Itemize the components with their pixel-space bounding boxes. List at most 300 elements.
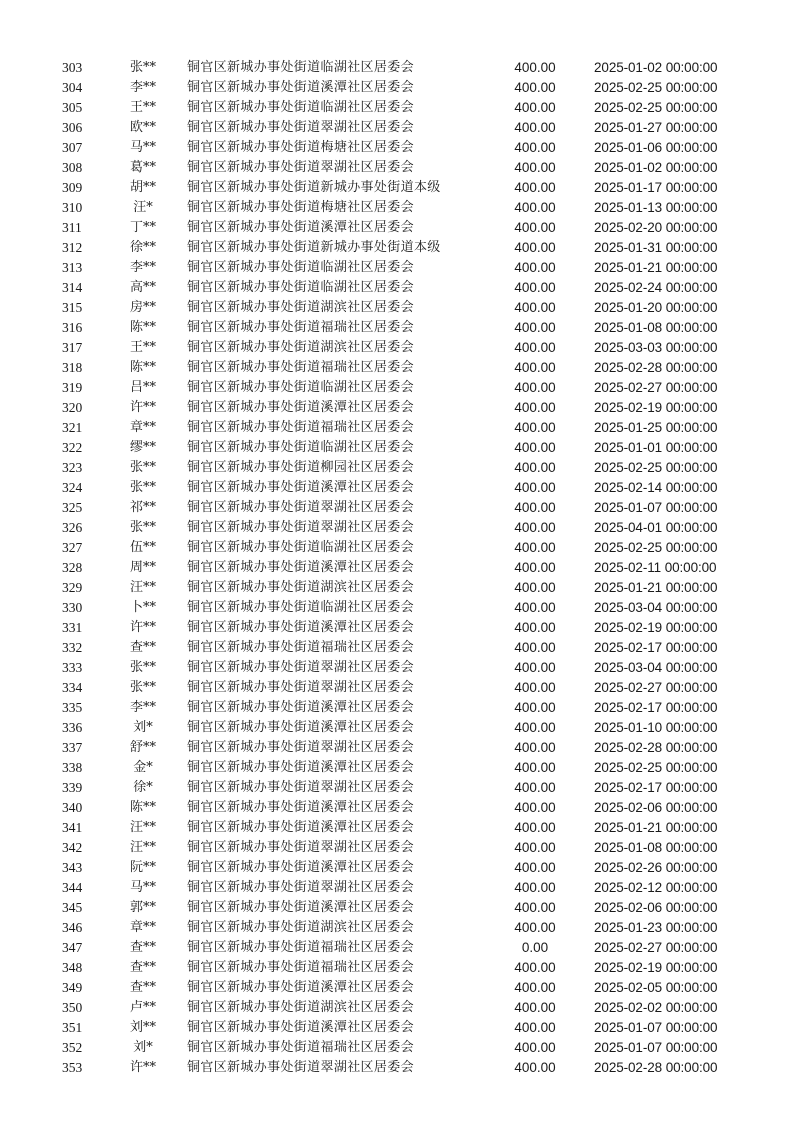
table-row [0, 258, 793, 278]
organization: 铜官区新城办事处街道临湖社区居委会 [187, 600, 414, 615]
table-row [0, 838, 793, 858]
row-number: 344 [62, 880, 83, 895]
date: 2025-02-17 00:00:00 [594, 780, 718, 795]
person-name: 刘* [133, 720, 153, 735]
table-row [0, 738, 793, 758]
row-number: 335 [62, 700, 83, 715]
amount: 400.00 [514, 1000, 556, 1015]
table-row [0, 278, 793, 298]
table-row [0, 58, 793, 78]
date: 2025-03-04 00:00:00 [594, 660, 718, 675]
date: 2025-02-12 00:00:00 [594, 880, 718, 895]
person-name: 缪** [129, 440, 156, 455]
table-row [0, 418, 793, 438]
amount: 400.00 [514, 960, 556, 975]
table-row [0, 878, 793, 898]
row-number: 321 [62, 420, 83, 435]
date: 2025-02-17 00:00:00 [594, 640, 718, 655]
organization: 铜官区新城办事处街道溪潭社区居委会 [187, 1020, 414, 1035]
amount: 400.00 [514, 540, 556, 555]
row-number: 350 [62, 1000, 83, 1015]
date: 2025-01-08 00:00:00 [594, 320, 718, 335]
organization: 铜官区新城办事处街道湖滨社区居委会 [187, 580, 414, 595]
table-row [0, 798, 793, 818]
row-number: 339 [62, 780, 83, 795]
organization: 铜官区新城办事处街道溪潭社区居委会 [187, 220, 414, 235]
date: 2025-02-20 00:00:00 [594, 220, 718, 235]
organization: 铜官区新城办事处街道溪潭社区居委会 [187, 900, 414, 915]
person-name: 汪** [129, 820, 156, 835]
table-row [0, 98, 793, 118]
amount: 400.00 [514, 440, 556, 455]
row-number: 329 [62, 580, 83, 595]
amount: 400.00 [514, 180, 556, 195]
amount: 400.00 [514, 280, 556, 295]
organization: 铜官区新城办事处街道临湖社区居委会 [187, 60, 414, 75]
row-number: 308 [62, 160, 83, 175]
date: 2025-01-06 00:00:00 [594, 140, 718, 155]
amount: 400.00 [514, 740, 556, 755]
row-number: 324 [62, 480, 83, 495]
row-number: 319 [62, 380, 83, 395]
person-name: 葛** [129, 160, 156, 175]
amount: 400.00 [514, 860, 556, 875]
amount: 400.00 [514, 420, 556, 435]
organization: 铜官区新城办事处街道翠湖社区居委会 [187, 840, 414, 855]
row-number: 340 [62, 800, 83, 815]
organization: 铜官区新城办事处街道翠湖社区居委会 [187, 880, 414, 895]
amount: 400.00 [514, 880, 556, 895]
row-number: 342 [62, 840, 83, 855]
person-name: 查** [129, 940, 156, 955]
row-number: 338 [62, 760, 83, 775]
amount: 400.00 [514, 380, 556, 395]
amount: 400.00 [514, 100, 556, 115]
organization: 铜官区新城办事处街道湖滨社区居委会 [187, 920, 414, 935]
person-name: 张** [129, 680, 156, 695]
row-number: 349 [62, 980, 83, 995]
organization: 铜官区新城办事处街道溪潭社区居委会 [187, 720, 414, 735]
table-row [0, 578, 793, 598]
table-row [0, 558, 793, 578]
person-name: 张** [129, 660, 156, 675]
person-name: 李** [129, 700, 156, 715]
amount: 400.00 [514, 600, 556, 615]
date: 2025-02-05 00:00:00 [594, 980, 718, 995]
date: 2025-02-19 00:00:00 [594, 400, 718, 415]
table-row [0, 338, 793, 358]
organization: 铜官区新城办事处街道福瑞社区居委会 [187, 420, 414, 435]
row-number: 336 [62, 720, 83, 735]
amount: 400.00 [514, 1060, 556, 1075]
amount: 400.00 [514, 260, 556, 275]
organization: 铜官区新城办事处街道翠湖社区居委会 [187, 660, 414, 675]
row-number: 318 [62, 360, 83, 375]
organization: 铜官区新城办事处街道柳园社区居委会 [187, 460, 414, 475]
person-name: 金* [133, 760, 153, 775]
row-number: 347 [62, 940, 83, 955]
organization: 铜官区新城办事处街道溪潭社区居委会 [187, 760, 414, 775]
person-name: 祁** [129, 500, 156, 515]
row-number: 304 [62, 80, 83, 95]
amount: 400.00 [514, 200, 556, 215]
row-number: 325 [62, 500, 83, 515]
row-number: 337 [62, 740, 83, 755]
date: 2025-01-10 00:00:00 [594, 720, 718, 735]
person-name: 丁** [129, 220, 156, 235]
row-number: 334 [62, 680, 83, 695]
person-name: 汪* [133, 200, 153, 215]
amount: 400.00 [514, 320, 556, 335]
person-name: 徐** [129, 240, 156, 255]
organization: 铜官区新城办事处街道翠湖社区居委会 [187, 740, 414, 755]
amount: 400.00 [514, 900, 556, 915]
row-number: 331 [62, 620, 83, 635]
person-name: 卜** [129, 600, 156, 615]
organization: 铜官区新城办事处街道湖滨社区居委会 [187, 1000, 414, 1015]
table-row [0, 358, 793, 378]
row-number: 333 [62, 660, 83, 675]
table-row [0, 718, 793, 738]
amount: 400.00 [514, 700, 556, 715]
date: 2025-01-21 00:00:00 [594, 820, 718, 835]
row-number: 352 [62, 1040, 83, 1055]
table-row [0, 658, 793, 678]
organization: 铜官区新城办事处街道梅塘社区居委会 [187, 200, 414, 215]
organization: 铜官区新城办事处街道福瑞社区居委会 [187, 1040, 414, 1055]
date: 2025-02-27 00:00:00 [594, 940, 718, 955]
organization: 铜官区新城办事处街道溪潭社区居委会 [187, 860, 414, 875]
amount: 400.00 [514, 840, 556, 855]
person-name: 陈** [129, 800, 156, 815]
table-row [0, 818, 793, 838]
amount: 0.00 [521, 940, 549, 955]
date: 2025-01-08 00:00:00 [594, 840, 718, 855]
date: 2025-02-25 00:00:00 [594, 100, 718, 115]
row-number: 320 [62, 400, 83, 415]
table-row [0, 778, 793, 798]
date: 2025-01-07 00:00:00 [594, 1020, 718, 1035]
organization: 铜官区新城办事处街道溪潭社区居委会 [187, 980, 414, 995]
person-name: 刘** [129, 1020, 156, 1035]
row-number: 311 [62, 220, 82, 235]
organization: 铜官区新城办事处街道溪潭社区居委会 [187, 700, 414, 715]
person-name: 张** [129, 60, 156, 75]
date: 2025-02-19 00:00:00 [594, 620, 718, 635]
person-name: 张** [129, 520, 156, 535]
organization: 铜官区新城办事处街道翠湖社区居委会 [187, 500, 414, 515]
row-number: 323 [62, 460, 83, 475]
amount: 400.00 [514, 240, 556, 255]
person-name: 章** [129, 920, 156, 935]
date: 2025-02-25 00:00:00 [594, 540, 718, 555]
organization: 铜官区新城办事处街道翠湖社区居委会 [187, 160, 414, 175]
table-row [0, 938, 793, 958]
person-name: 许** [129, 400, 156, 415]
date: 2025-02-27 00:00:00 [594, 380, 718, 395]
person-name: 陈** [129, 320, 156, 335]
row-number: 327 [62, 540, 83, 555]
organization: 铜官区新城办事处街道临湖社区居委会 [187, 540, 414, 555]
person-name: 李** [129, 80, 156, 95]
row-number: 306 [62, 120, 83, 135]
date: 2025-02-27 00:00:00 [594, 680, 718, 695]
row-number: 341 [62, 820, 83, 835]
person-name: 陈** [129, 360, 156, 375]
amount: 400.00 [514, 160, 556, 175]
amount: 400.00 [514, 460, 556, 475]
person-name: 王** [129, 340, 156, 355]
table-row [0, 438, 793, 458]
person-name: 周** [129, 560, 156, 575]
person-name: 吕** [129, 380, 156, 395]
table-row [0, 298, 793, 318]
organization: 铜官区新城办事处街道福瑞社区居委会 [187, 360, 414, 375]
table-row [0, 498, 793, 518]
date: 2025-02-14 00:00:00 [594, 480, 718, 495]
organization: 铜官区新城办事处街道翠湖社区居委会 [187, 1060, 414, 1075]
person-name: 汪** [129, 580, 156, 595]
row-number: 345 [62, 900, 83, 915]
table-row [0, 758, 793, 778]
row-number: 351 [62, 1020, 83, 1035]
row-number: 315 [62, 300, 83, 315]
table-row [0, 178, 793, 198]
row-number: 314 [62, 280, 83, 295]
person-name: 章** [129, 420, 156, 435]
organization: 铜官区新城办事处街道溪潭社区居委会 [187, 620, 414, 635]
person-name: 张** [129, 480, 156, 495]
amount: 400.00 [514, 220, 556, 235]
person-name: 王** [129, 100, 156, 115]
row-number: 326 [62, 520, 83, 535]
row-number: 312 [62, 240, 83, 255]
person-name: 张** [129, 460, 156, 475]
person-name: 刘* [133, 1040, 153, 1055]
table-row [0, 318, 793, 338]
organization: 铜官区新城办事处街道临湖社区居委会 [187, 380, 414, 395]
row-number: 348 [62, 960, 83, 975]
table-row [0, 638, 793, 658]
date: 2025-01-20 00:00:00 [594, 300, 718, 315]
date: 2025-01-25 00:00:00 [594, 420, 718, 435]
row-number: 307 [62, 140, 83, 155]
date: 2025-02-19 00:00:00 [594, 960, 718, 975]
table-row [0, 918, 793, 938]
table-row [0, 518, 793, 538]
person-name: 马** [129, 880, 156, 895]
amount: 400.00 [514, 560, 556, 575]
amount: 400.00 [514, 800, 556, 815]
date: 2025-01-02 00:00:00 [594, 160, 718, 175]
organization: 铜官区新城办事处街道溪潭社区居委会 [187, 820, 414, 835]
table-row [0, 218, 793, 238]
amount: 400.00 [514, 400, 556, 415]
row-number: 305 [62, 100, 83, 115]
table-row [0, 538, 793, 558]
date: 2025-01-31 00:00:00 [594, 240, 718, 255]
amount: 400.00 [514, 820, 556, 835]
organization: 铜官区新城办事处街道福瑞社区居委会 [187, 940, 414, 955]
person-name: 伍** [129, 540, 156, 555]
date: 2025-02-02 00:00:00 [594, 1000, 718, 1015]
table-row [0, 118, 793, 138]
person-name: 舒** [129, 740, 156, 755]
date: 2025-01-23 00:00:00 [594, 920, 718, 935]
person-name: 查** [129, 960, 156, 975]
amount: 400.00 [514, 340, 556, 355]
date: 2025-02-06 00:00:00 [594, 900, 718, 915]
person-name: 房** [129, 300, 156, 315]
date: 2025-02-26 00:00:00 [594, 860, 718, 875]
amount: 400.00 [514, 140, 556, 155]
table-row [0, 398, 793, 418]
amount: 400.00 [514, 80, 556, 95]
amount: 400.00 [514, 60, 556, 75]
person-name: 卢** [129, 1000, 156, 1015]
organization: 铜官区新城办事处街道湖滨社区居委会 [187, 300, 414, 315]
person-name: 许** [129, 620, 156, 635]
amount: 400.00 [514, 1040, 556, 1055]
person-name: 胡** [129, 180, 156, 195]
table-row [0, 678, 793, 698]
amount: 400.00 [514, 500, 556, 515]
date: 2025-01-13 00:00:00 [594, 200, 718, 215]
amount: 400.00 [514, 680, 556, 695]
table-row [0, 458, 793, 478]
date: 2025-02-06 00:00:00 [594, 800, 718, 815]
table-row [0, 198, 793, 218]
row-number: 343 [62, 860, 83, 875]
date: 2025-04-01 00:00:00 [594, 520, 718, 535]
organization: 铜官区新城办事处街道溪潭社区居委会 [187, 400, 414, 415]
date: 2025-01-02 00:00:00 [594, 60, 718, 75]
amount: 400.00 [514, 720, 556, 735]
table-row [0, 598, 793, 618]
date: 2025-02-28 00:00:00 [594, 1060, 718, 1075]
date: 2025-01-21 00:00:00 [594, 260, 718, 275]
organization: 铜官区新城办事处街道临湖社区居委会 [187, 100, 414, 115]
table-row [0, 1038, 793, 1058]
organization: 铜官区新城办事处街道临湖社区居委会 [187, 280, 414, 295]
amount: 400.00 [514, 360, 556, 375]
date: 2025-01-01 00:00:00 [594, 440, 718, 455]
date: 2025-01-27 00:00:00 [594, 120, 718, 135]
date: 2025-03-04 00:00:00 [594, 600, 718, 615]
amount: 400.00 [514, 120, 556, 135]
person-name: 徐* [133, 780, 153, 795]
row-number: 313 [62, 260, 83, 275]
amount: 400.00 [514, 520, 556, 535]
table-row [0, 78, 793, 98]
organization: 铜官区新城办事处街道新城办事处街道本级 [187, 240, 441, 255]
organization: 铜官区新城办事处街道溪潭社区居委会 [187, 480, 414, 495]
amount: 400.00 [514, 640, 556, 655]
person-name: 阮** [129, 860, 156, 875]
amount: 400.00 [514, 620, 556, 635]
organization: 铜官区新城办事处街道翠湖社区居委会 [187, 120, 414, 135]
person-name: 马** [129, 140, 156, 155]
organization: 铜官区新城办事处街道福瑞社区居委会 [187, 640, 414, 655]
person-name: 欧** [129, 120, 156, 135]
row-number: 303 [62, 60, 83, 75]
amount: 400.00 [514, 660, 556, 675]
person-name: 高** [129, 280, 156, 295]
organization: 铜官区新城办事处街道新城办事处街道本级 [187, 180, 441, 195]
table-row [0, 978, 793, 998]
date: 2025-01-07 00:00:00 [594, 500, 718, 515]
organization: 铜官区新城办事处街道福瑞社区居委会 [187, 960, 414, 975]
person-name: 查** [129, 980, 156, 995]
date: 2025-01-07 00:00:00 [594, 1040, 718, 1055]
organization: 铜官区新城办事处街道梅塘社区居委会 [187, 140, 414, 155]
organization: 铜官区新城办事处街道溪潭社区居委会 [187, 80, 414, 95]
date: 2025-02-28 00:00:00 [594, 740, 718, 755]
row-number: 317 [62, 340, 83, 355]
organization: 铜官区新城办事处街道湖滨社区居委会 [187, 340, 414, 355]
date: 2025-02-28 00:00:00 [594, 360, 718, 375]
organization: 铜官区新城办事处街道福瑞社区居委会 [187, 320, 414, 335]
table-row [0, 238, 793, 258]
date: 2025-01-21 00:00:00 [594, 580, 718, 595]
row-number: 322 [62, 440, 83, 455]
date: 2025-01-17 00:00:00 [594, 180, 718, 195]
organization: 铜官区新城办事处街道溪潭社区居委会 [187, 560, 414, 575]
organization: 铜官区新城办事处街道临湖社区居委会 [187, 260, 414, 275]
row-number: 332 [62, 640, 83, 655]
amount: 400.00 [514, 300, 556, 315]
row-number: 310 [62, 200, 83, 215]
table-row [0, 158, 793, 178]
amount: 400.00 [514, 920, 556, 935]
row-number: 309 [62, 180, 83, 195]
row-number: 316 [62, 320, 83, 335]
date: 2025-02-25 00:00:00 [594, 80, 718, 95]
table-row [0, 898, 793, 918]
row-number: 353 [62, 1060, 83, 1075]
date: 2025-02-11 00:00:00 [594, 560, 717, 575]
table-row [0, 138, 793, 158]
amount: 400.00 [514, 580, 556, 595]
table-row [0, 998, 793, 1018]
table-row [0, 858, 793, 878]
records-table [0, 58, 793, 1078]
date: 2025-02-24 00:00:00 [594, 280, 718, 295]
date: 2025-02-17 00:00:00 [594, 700, 718, 715]
person-name: 李** [129, 260, 156, 275]
date: 2025-03-03 00:00:00 [594, 340, 718, 355]
row-number: 328 [62, 560, 83, 575]
amount: 400.00 [514, 480, 556, 495]
amount: 400.00 [514, 760, 556, 775]
person-name: 汪** [129, 840, 156, 855]
organization: 铜官区新城办事处街道溪潭社区居委会 [187, 800, 414, 815]
table-row [0, 1058, 793, 1078]
table-row [0, 1018, 793, 1038]
person-name: 查** [129, 640, 156, 655]
person-name: 许** [129, 1060, 156, 1075]
organization: 铜官区新城办事处街道翠湖社区居委会 [187, 520, 414, 535]
table-row [0, 958, 793, 978]
table-row [0, 478, 793, 498]
row-number: 346 [62, 920, 83, 935]
row-number: 330 [62, 600, 83, 615]
table-row [0, 698, 793, 718]
amount: 400.00 [514, 1020, 556, 1035]
amount: 400.00 [514, 980, 556, 995]
organization: 铜官区新城办事处街道临湖社区居委会 [187, 440, 414, 455]
organization: 铜官区新城办事处街道翠湖社区居委会 [187, 780, 414, 795]
